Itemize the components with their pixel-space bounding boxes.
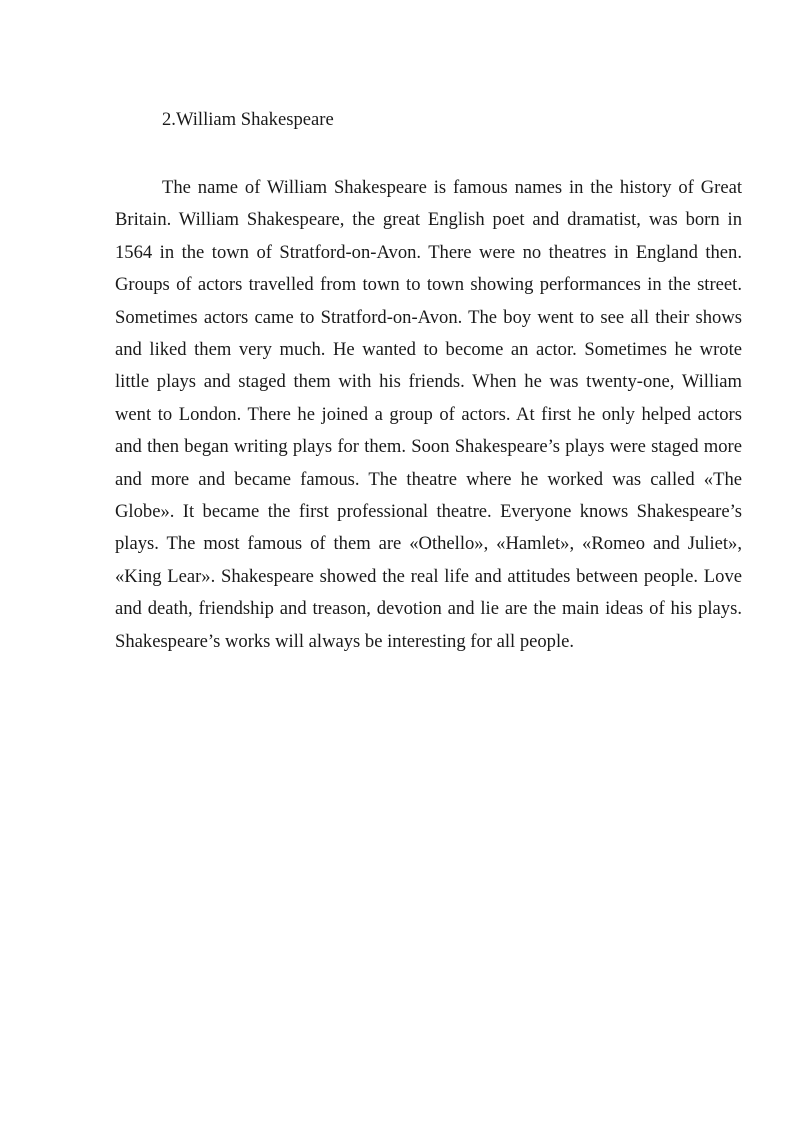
section-heading: 2.William Shakespeare (162, 109, 334, 130)
body-paragraph: The name of William Shakespeare is famous names in the history of Great Britain. William Shakespeare, the great English poet and dramatist, was born in 1564 in the town of Stratford-on-Avon. There were no theatres in England then. Groups of actors travelled from town to town showing performances in the street. Sometimes actors came to Stratford-on-Avon. The boy went to see all their shows and liked them very much. He wanted to become an actor. Sometimes he wrote little plays and staged them with his friends. When he was twenty-one, William went to London. There he joined a group of actors. At first he only helped actors and then began writing plays for them. Soon Shakespeare’s plays were staged more and more and became famous. The theatre where he worked was called «The Globe». It became the first professional theatre. Everyone knows Shakespeare’s plays. The most famous of them are «Othello», «Hamlet», «Romeo and Juliet», «King Lear». Shakespeare showed the real life and attitudes between people. Love and death, friendship and treason, devotion and lie are the main ideas of his plays. Shakespeare’s works will always be interesting for all people. (115, 177, 742, 652)
